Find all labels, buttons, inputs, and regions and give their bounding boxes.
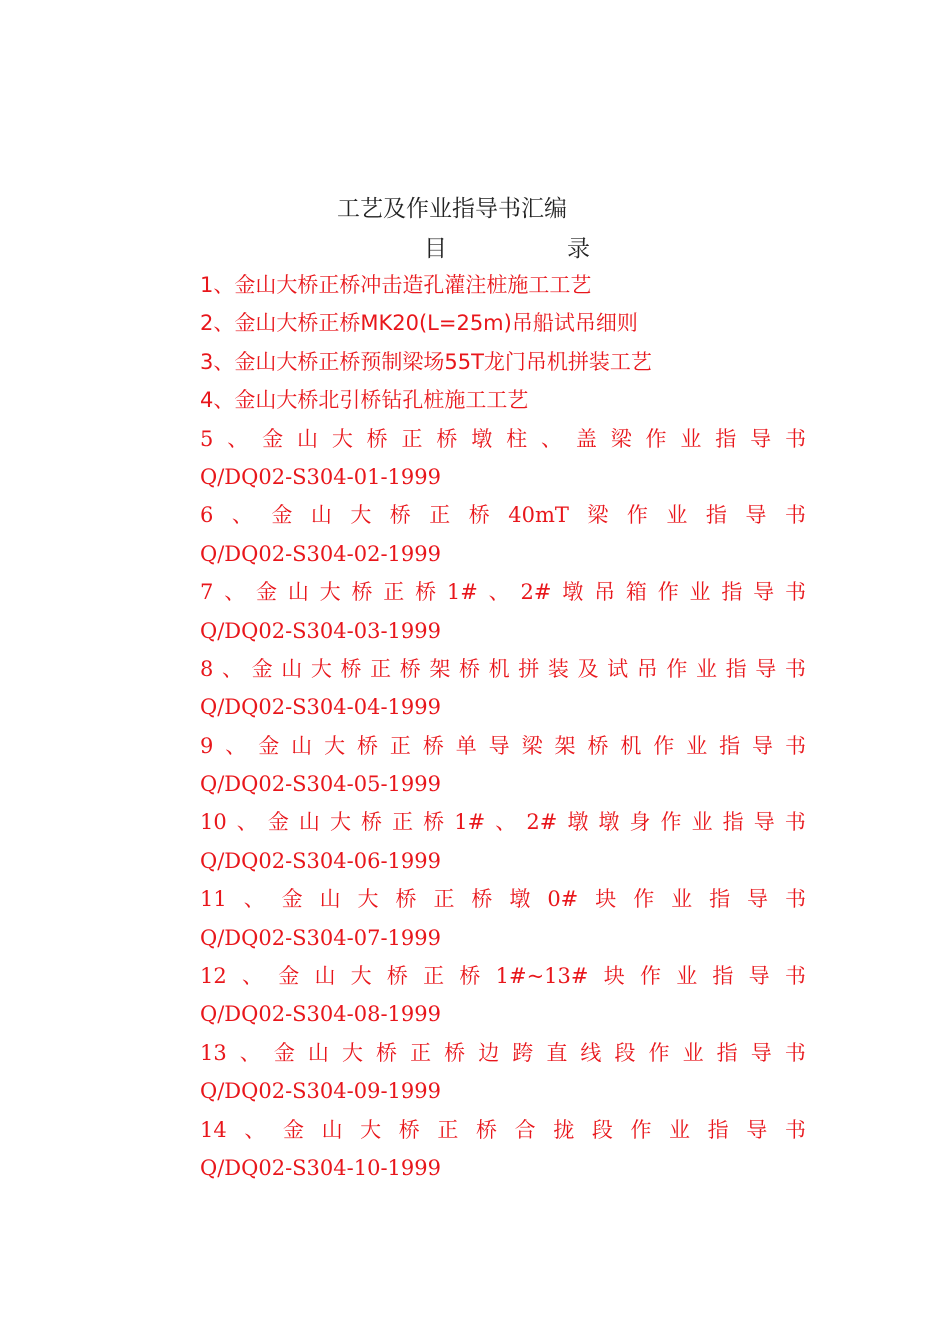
toc-item-segment: 作 (648, 1040, 670, 1065)
toc-item-segment: 山 (319, 887, 341, 912)
document-title: 工艺及作业指导书汇编 (337, 196, 567, 222)
toc-item (200, 957, 806, 995)
toc-item-segment: 山 (281, 656, 303, 681)
toc-item-segment: 金 (258, 733, 280, 758)
toc-item-segment: 拢 (553, 1117, 575, 1142)
toc-item-segment: 作 (626, 503, 648, 528)
toc-item-code: Q/DQ02-S304-07-1999 (200, 925, 441, 950)
toc-item-segment: 边 (478, 1040, 500, 1065)
toc-item-segment: 及 (577, 656, 599, 681)
toc-item-segment: 桥 (366, 426, 388, 451)
toc-item-segment: 指 (705, 503, 727, 528)
toc-item-segment: 业 (696, 656, 717, 681)
toc-item-segment: 0# (547, 887, 579, 912)
toc-item-segment: 书 (784, 810, 806, 835)
toc-item-segment: 桥 (386, 964, 408, 989)
toc-item-segment: 金 (278, 964, 300, 989)
toc-item-segment: 书 (784, 503, 806, 528)
toc-item-segment: 正 (383, 580, 405, 605)
toc-item-segment: 箱 (625, 580, 647, 605)
toc-item-segment: 40mT (508, 503, 569, 528)
toc-item-segment: 桥 (468, 503, 490, 528)
toc-item-segment: 块 (595, 887, 617, 912)
toc-item-segment: 墩 (567, 810, 589, 835)
toc-item (200, 573, 806, 611)
toc-item-segment: 大 (329, 810, 351, 835)
toc-item-segment: 作 (660, 810, 682, 835)
toc-item-segment: 书 (784, 580, 806, 605)
toc-item-segment: 正 (410, 1040, 432, 1065)
toc-item-segment: 桥 (340, 656, 362, 681)
toc-item-segment: 指 (712, 964, 734, 989)
toc-item-segment: 吊 (636, 656, 658, 681)
toc-item-segment: 书 (785, 887, 806, 912)
toc-item-segment: 导 (750, 1040, 772, 1065)
toc-item-segment: 书 (784, 426, 806, 451)
toc-item-segment: 桥 (587, 733, 609, 758)
toc-item-segment: 金 (262, 426, 284, 451)
toc-item-segment: 盖 (575, 426, 597, 451)
toc-item-segment: 导 (747, 887, 769, 912)
toc-item (200, 420, 806, 458)
toc-item-segment: 9 (200, 733, 214, 758)
toc-item-code: Q/DQ02-S304-03-1999 (200, 618, 441, 643)
toc-item-segment: 大 (350, 503, 372, 528)
toc-item-segment: 架 (554, 733, 576, 758)
toc-item-segment: 导 (488, 733, 510, 758)
toc-item-segment: 正 (392, 810, 414, 835)
toc-item-segment: 桥 (471, 887, 493, 912)
toc-item-code: Q/DQ02-S304-04-1999 (200, 695, 441, 720)
toc-item-segment: 业 (676, 964, 698, 989)
toc-item-code: Q/DQ02-S304-05-1999 (200, 772, 441, 797)
toc-item-segment: 段 (591, 1117, 613, 1142)
toc-item-segment: 导 (752, 733, 774, 758)
toc-item-segment: 、 (244, 1117, 266, 1142)
toc-item-segment: 指 (709, 887, 731, 912)
toc-item-segment: 大 (310, 656, 332, 681)
toc-item-segment: 、 (495, 810, 517, 835)
toc-item-segment: 业 (686, 733, 708, 758)
toc-item (200, 1111, 806, 1149)
toc-item-segment: 金 (273, 1040, 295, 1065)
toc-item-segment: 书 (784, 656, 806, 681)
toc-item-code: Q/DQ02-S304-01-1999 (200, 464, 441, 489)
toc-item-segment: 梁 (521, 733, 543, 758)
toc-item-segment: 作 (657, 580, 679, 605)
toc-item-segment: 12 (200, 964, 227, 989)
toc-item-segment: 1# (454, 810, 486, 835)
toc-item-segment: 、 (243, 887, 265, 912)
toc-item-segment: 拼 (518, 656, 540, 681)
toc-item-segment: 导 (745, 503, 767, 528)
toc-item-segment: 10 (200, 810, 227, 835)
toc-item-segment: 业 (689, 580, 711, 605)
toc-item-segment: 桥 (476, 1117, 497, 1142)
toc-item-segment: 书 (784, 964, 806, 989)
toc-item-segment: 11 (200, 887, 227, 912)
toc-item-segment: 、 (488, 580, 510, 605)
toc-item-segment: 业 (669, 1117, 691, 1142)
toc-item-segment: 大 (360, 1117, 382, 1142)
toc-item-segment: 直 (546, 1040, 568, 1065)
toc-item-code: Q/DQ02-S304-06-1999 (200, 848, 441, 873)
toc-item-segment: 正 (437, 1117, 459, 1142)
toc-item-code: Q/DQ02-S304-09-1999 (200, 1079, 441, 1104)
toc-item-segment: 、 (241, 964, 263, 989)
toc-item-segment: 梁 (587, 503, 609, 528)
toc-item-segment: 7 (200, 580, 214, 605)
toc-item-segment: 、 (239, 1040, 261, 1065)
toc-item-segment: 梁 (610, 426, 632, 451)
toc-item-segment: 指 (721, 580, 743, 605)
toc-item-segment: 、 (227, 426, 249, 451)
toc-item-segment: 指 (715, 426, 737, 451)
toc-item-segment: 桥 (356, 733, 378, 758)
toc-item-segment: 山 (310, 503, 332, 528)
toc-item (200, 880, 806, 918)
toc-item-segment: 导 (746, 1117, 768, 1142)
toc-item-segment: 指 (722, 810, 744, 835)
toc-item-segment: 段 (614, 1040, 636, 1065)
toc-item-segment: 、 (222, 656, 243, 681)
toc-item-segment: 正 (370, 656, 392, 681)
toc-item-segment: 桥 (361, 810, 383, 835)
toc-item-segment: 指 (719, 733, 741, 758)
toc-item-segment: 金 (256, 580, 277, 605)
toc-item-segment: 桥 (436, 426, 458, 451)
toc-item-segment: 金 (271, 503, 293, 528)
toc-item-segment: 2# (526, 810, 558, 835)
toc-item-segment: 正 (423, 964, 445, 989)
toc-item-segment: 1#~13# (495, 964, 589, 989)
toc-heading-char-2: 录 (567, 236, 590, 262)
toc-item-segment: 作 (645, 426, 667, 451)
toc-item-segment: 机 (620, 733, 642, 758)
toc-item-segment: 、 (231, 503, 253, 528)
toc-item-segment: 业 (691, 810, 713, 835)
toc-item-segment: 桥 (398, 1117, 420, 1142)
toc-item-segment: 身 (629, 810, 651, 835)
toc-item-segment: 14 (200, 1117, 227, 1142)
toc-item-segment: 块 (603, 964, 625, 989)
toc-item-segment: 山 (296, 426, 318, 451)
toc-item-segment: 作 (639, 964, 661, 989)
toc-item-segment: 吊 (594, 580, 616, 605)
toc-item-segment: 试 (607, 656, 629, 681)
toc-item-segment: 金 (282, 1117, 304, 1142)
toc-item-segment: 1# (446, 580, 478, 605)
toc-item-segment: 8 (200, 656, 214, 681)
toc-item (200, 727, 806, 765)
toc-item-segment: 作 (666, 656, 688, 681)
toc-item-segment: 业 (671, 887, 693, 912)
toc-item-segment: 桥 (389, 503, 411, 528)
toc-item-segment: 指 (716, 1040, 738, 1065)
toc-item-segment: 墩 (509, 887, 531, 912)
toc-item-segment: 墩 (598, 810, 620, 835)
toc-item-segment: 业 (666, 503, 688, 528)
toc-item-segment: 大 (341, 1040, 363, 1065)
toc-item-code: Q/DQ02-S304-10-1999 (200, 1155, 441, 1180)
toc-item-segment: 山 (298, 810, 320, 835)
toc-item-segment: 正 (401, 426, 423, 451)
toc-item-segment: 导 (748, 964, 770, 989)
toc-item: 4、金山大桥北引桥钻孔桩施工工艺 (200, 388, 529, 413)
toc-item-code: Q/DQ02-S304-02-1999 (200, 541, 441, 566)
toc-item-segment: 正 (389, 733, 411, 758)
toc-item-segment: 导 (750, 426, 772, 451)
toc-item-segment: 金 (251, 656, 273, 681)
toc-item-segment: 业 (680, 426, 702, 451)
toc-item-segment: 书 (784, 1117, 806, 1142)
toc-item-segment: 装 (547, 656, 569, 681)
toc-item-segment: 正 (429, 503, 451, 528)
toc-item-segment: 大 (331, 426, 353, 451)
toc-item-segment: 墩 (562, 580, 584, 605)
toc-item (200, 803, 806, 841)
toc-item-segment: 、 (540, 426, 562, 451)
toc-item-segment: 桥 (459, 656, 480, 681)
toc-item-segment: 桥 (399, 656, 421, 681)
toc-item-segment: 正 (433, 887, 455, 912)
toc-item-segment: 金 (267, 810, 289, 835)
toc-item-code: Q/DQ02-S304-08-1999 (200, 1002, 441, 1027)
toc-item-segment: 指 (725, 656, 747, 681)
toc-item-segment: 山 (314, 964, 336, 989)
toc-item: 3、金山大桥正桥预制梁场55T龙门吊机拼装工艺 (200, 349, 652, 374)
toc-item-segment: 桥 (444, 1040, 466, 1065)
toc-item-segment: 桥 (423, 810, 445, 835)
toc-heading (424, 230, 590, 263)
toc-item-segment: 6 (200, 503, 214, 528)
toc-item-segment: 跨 (512, 1040, 534, 1065)
toc-item-segment: 业 (682, 1040, 704, 1065)
toc-item-segment: 单 (455, 733, 477, 758)
toc-item-segment: 山 (307, 1040, 329, 1065)
toc-item-segment: 金 (281, 887, 303, 912)
toc-item-segment: 书 (784, 733, 806, 758)
toc-item-segment: 13 (200, 1040, 227, 1065)
toc-item-segment: 作 (633, 887, 655, 912)
toc-item-segment: 大 (357, 887, 379, 912)
toc-item-segment: 、 (224, 580, 246, 605)
toc-item-segment: 桥 (395, 887, 417, 912)
toc-item-segment: 导 (755, 656, 777, 681)
toc-item (200, 1034, 806, 1072)
toc-item-segment: 2# (520, 580, 552, 605)
toc-item-segment: 大 (350, 964, 372, 989)
toc-item-segment: 桥 (376, 1040, 398, 1065)
toc-item-segment: 柱 (506, 426, 528, 451)
toc-item-segment: 机 (488, 656, 510, 681)
toc-heading-char-1: 目 (424, 236, 447, 262)
toc-item-segment: 架 (429, 656, 451, 681)
toc-item-segment: 墩 (471, 426, 493, 451)
toc-item-segment: 山 (287, 580, 309, 605)
toc-item-segment: 作 (630, 1117, 652, 1142)
toc-item-segment: 桥 (422, 733, 444, 758)
toc-item (200, 496, 806, 534)
toc-item-segment: 桥 (351, 580, 373, 605)
toc-item-segment: 导 (753, 810, 775, 835)
toc-item-segment: 桥 (415, 580, 437, 605)
toc-list (200, 266, 806, 1187)
toc-item-segment: 、 (236, 810, 258, 835)
toc-item-segment: 山 (321, 1117, 343, 1142)
toc-item-segment: 导 (753, 580, 775, 605)
toc-item-segment: 合 (514, 1117, 536, 1142)
toc-item-segment: 桥 (459, 964, 481, 989)
toc-item: 2、金山大桥正桥MK20(L=25m)吊船试吊细则 (200, 311, 638, 336)
toc-item: 1、金山大桥正桥冲击造孔灌注桩施工工艺 (200, 273, 592, 297)
toc-item-segment: 5 (200, 426, 214, 451)
toc-item-segment: 线 (580, 1040, 602, 1065)
toc-item-segment: 山 (291, 733, 313, 758)
toc-item-segment: 作 (653, 733, 675, 758)
toc-item-segment: 书 (784, 1040, 806, 1065)
toc-item-segment: 、 (225, 733, 247, 758)
toc-item-segment: 指 (707, 1117, 729, 1142)
toc-item-segment: 大 (319, 580, 341, 605)
toc-item (200, 650, 806, 688)
toc-item-segment: 大 (324, 733, 346, 758)
